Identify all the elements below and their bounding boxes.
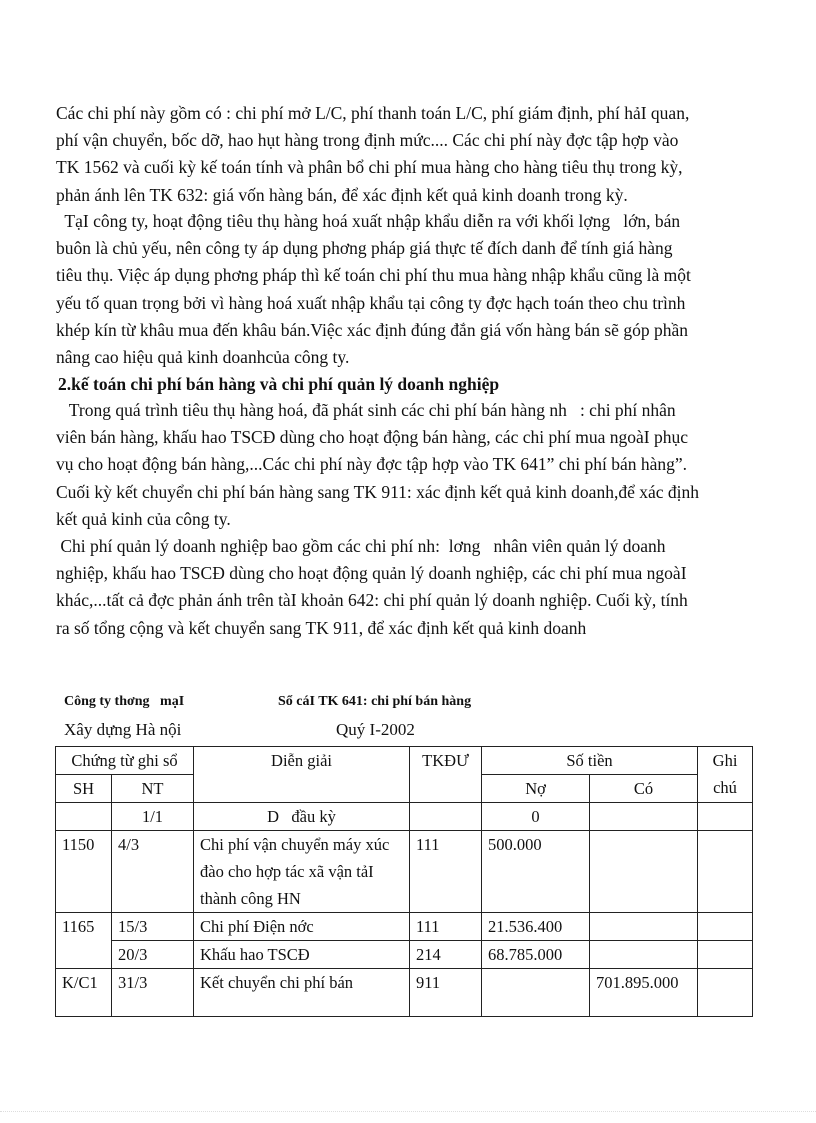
text-line: phí vận chuyển, bốc dỡ, hao hụt hàng trong định mức.... Các chi phí này đợc tập hợp vào — [56, 130, 679, 151]
cell-desc: D đầu kỳ — [194, 803, 410, 831]
text-line: TK 1562 và cuối kỳ kế toán tính và phân bổ chi phí mua hàng cho hàng tiêu thụ trong kỳ, — [56, 157, 683, 178]
text-line: khác,...tất cả đợc phản ánh trên tàI khoản 642: chi phí quản lý doanh nghiệp. Cuối kỳ, tính — [56, 590, 688, 611]
text-line: tiêu thụ. Việc áp dụng phơng pháp thì kế toán chi phí thu mua hàng nhập khẩu cũng là một — [56, 265, 691, 286]
cell-sh — [56, 941, 112, 969]
cell-credit — [590, 913, 698, 941]
cell-note — [698, 941, 753, 969]
header-note-label: Ghi chú — [712, 751, 738, 797]
cell-sh: K/C1 — [56, 969, 112, 1017]
header-description: Diễn giải — [194, 747, 410, 803]
cell-desc: Kết chuyển chi phí bán — [194, 969, 410, 1017]
cell-note — [698, 831, 753, 913]
text-line: khép kín từ khâu mua đến khâu bán.Việc xác định đúng đắn giá vốn hàng bán sẽ góp phần — [56, 319, 688, 340]
cell-nt: 31/3 — [112, 969, 194, 1017]
text-line: TạI công ty, hoạt động tiêu thụ hàng hoá xuất nhập khẩu diễn ra với khối lợng lớn, bán — [56, 211, 681, 231]
cell-debit: 500.000 — [482, 831, 590, 913]
company-name: Công ty thơng mạI — [64, 694, 185, 709]
cell-acct: 911 — [410, 969, 482, 1017]
text-line: Các chi phí này gồm có : chi phí mở L/C, phí thanh toán L/C, phí giám định, phí hảI quan, — [56, 103, 690, 123]
section-heading: 2.kế toán chi phí bán hàng và chi phí quản lý doanh nghiệp — [58, 374, 500, 394]
cell-nt: 15/3 — [112, 913, 194, 941]
text-line: nghiệp, khấu hao TSCĐ dùng cho hoạt động quản lý doanh nghiệp, các chi phí mua ngoàI — [56, 563, 687, 584]
table-row — [56, 969, 753, 1017]
cell-sh — [56, 803, 112, 831]
page-edge-divider — [0, 1111, 816, 1112]
paragraph-selling-expenses — [56, 397, 756, 533]
text-line: Cuối kỳ kết chuyển chi phí bán hàng sang TK 911: xác định kết quả kinh doanh,để xác định — [56, 481, 699, 502]
cell-debit: 0 — [482, 803, 590, 831]
cell-debit: 21.536.400 — [482, 913, 590, 941]
cell-note — [698, 913, 753, 941]
cell-debit: 68.785.000 — [482, 941, 590, 969]
cell-note — [698, 969, 753, 1017]
header-sh: SH — [56, 775, 112, 803]
header-credit: Có — [590, 775, 698, 803]
cell-desc: Chi phí vận chuyển máy xúc đào cho hợp tác xã vận tảI thành công HN — [194, 831, 410, 913]
header-amount: Số tiền — [482, 747, 698, 775]
text-line: buôn là chủ yếu, nên công ty áp dụng phơng pháp giá thực tế đích danh để tính giá hàng — [56, 238, 673, 259]
cell-debit — [482, 969, 590, 1017]
table-row — [56, 941, 753, 969]
cell-acct: 214 — [410, 941, 482, 969]
text-line: ra số tổng cộng và kết chuyển sang TK 911, để xác định kết quả kinh doanh — [56, 617, 587, 638]
cell-credit — [590, 831, 698, 913]
paragraph-company-sales — [56, 208, 756, 371]
text-line: Trong quá trình tiêu thụ hàng hoá, đã phát sinh các chi phí bán hàng nh : chi phí nhân — [56, 400, 676, 420]
cell-nt: 4/3 — [112, 831, 194, 913]
cell-acct: 111 — [410, 831, 482, 913]
text-line: yếu tố quan trọng bởi vì hàng hoá xuất nhập khẩu tại công ty đợc hạch toán theo chu trình — [56, 292, 686, 313]
cell-credit: 701.895.000 — [590, 969, 698, 1017]
text-line: nâng cao hiệu quả kinh doanhcủa công ty. — [56, 347, 350, 368]
ledger-title: Sổ cáI TK 641: chi phí bán hàng — [278, 694, 472, 709]
header-account: TKĐƯ — [410, 747, 482, 803]
text-line: vụ cho hoạt động bán hàng,...Các chi phí này đợc tập hợp vào TK 641” chi phí bán hàng”. — [56, 454, 688, 475]
ledger-table — [55, 746, 753, 1017]
ledger-period: Quý I-2002 — [336, 720, 415, 739]
cell-sh: 1165 — [56, 913, 112, 941]
text-line: viên bán hàng, khấu hao TSCĐ dùng cho hoạt động bán hàng, các chi phí mua ngoàI phục — [56, 427, 688, 448]
cell-acct: 111 — [410, 913, 482, 941]
cell-nt: 1/1 — [112, 803, 194, 831]
cell-credit — [590, 803, 698, 831]
text-line: kết quả kinh của công ty. — [56, 508, 231, 529]
company-address: Xây dựng Hà nội — [64, 720, 182, 739]
header-debit: Nợ — [482, 775, 590, 803]
cell-credit — [590, 941, 698, 969]
header-row — [56, 747, 753, 775]
paragraph-purchase-costs — [56, 100, 756, 209]
cell-desc: Chi phí Điện nớc — [194, 913, 410, 941]
table-row — [56, 831, 753, 913]
cell-sh: 1150 — [56, 831, 112, 913]
cell-desc: Khấu hao TSCĐ — [194, 941, 410, 969]
table-row — [56, 803, 753, 831]
cell-acct — [410, 803, 482, 831]
header-voucher: Chứng từ ghi sổ — [56, 747, 194, 775]
paragraph-admin-expenses — [56, 533, 756, 642]
header-note — [698, 747, 753, 803]
header-nt: NT — [112, 775, 194, 803]
text-line: phản ánh lên TK 632: giá vốn hàng bán, để xác định kết quả kinh doanh trong kỳ. — [56, 184, 628, 205]
table-row — [56, 913, 753, 941]
cell-nt: 20/3 — [112, 941, 194, 969]
cell-note — [698, 803, 753, 831]
text-line: Chi phí quản lý doanh nghiệp bao gồm các chi phí nh: lơng nhân viên quản lý doanh — [56, 536, 666, 556]
